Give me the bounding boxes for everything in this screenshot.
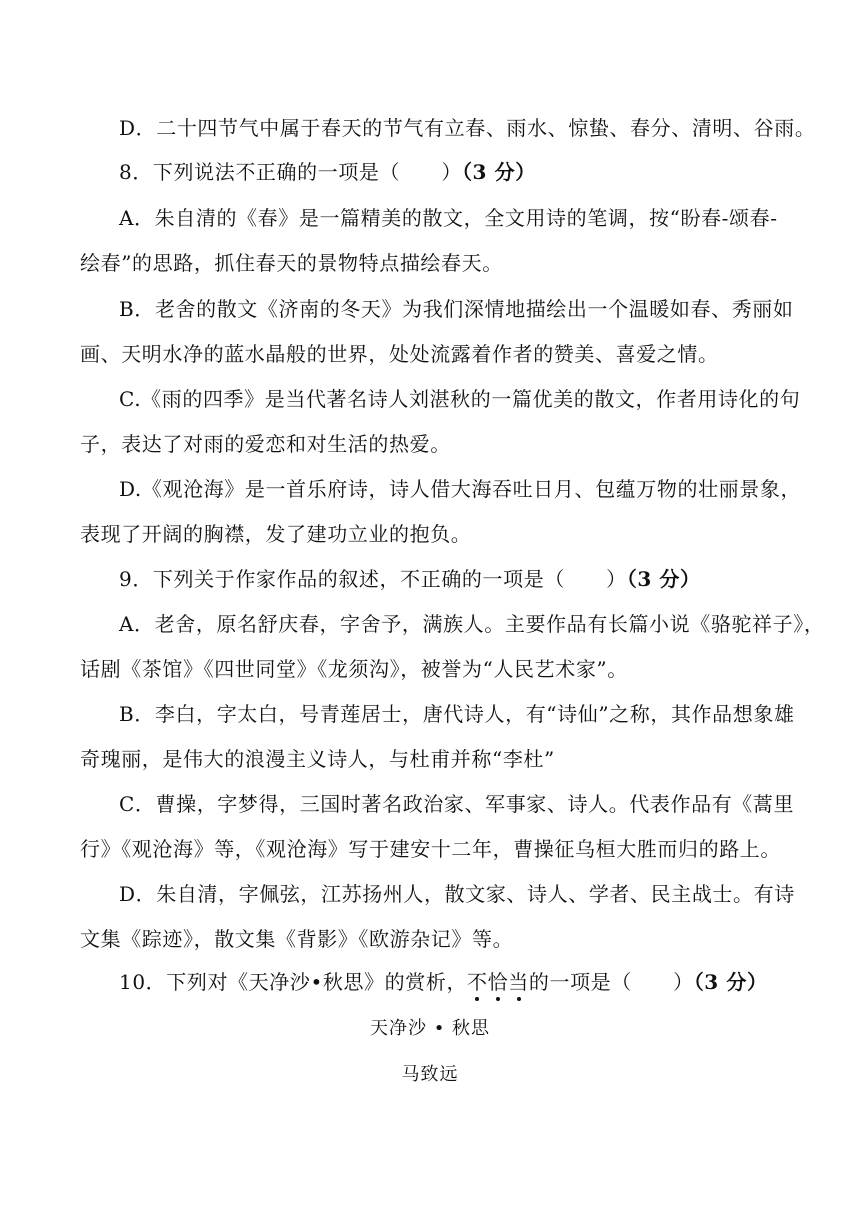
- poem-author: 马致远: [401, 1064, 459, 1085]
- q9-option-a-line1: A．老舍，原名舒庆春，字舍予，满族人。主要作品有长篇小说《骆驼祥子》，: [119, 612, 825, 636]
- emphasis-char-2: 恰: [487, 970, 509, 994]
- q9-option-b-line2: 奇瑰丽，是伟大的浪漫主义诗人，与杜甫并称“李杜”: [80, 747, 555, 771]
- q8-option-b-line2: 画、天明水净的蓝水晶般的世界，处处流露着作者的赞美、喜爱之情。: [80, 342, 719, 366]
- q8-option-b-line1: B．老舍的散文《济南的冬天》为我们深情地描绘出一个温暖如春、秀丽如: [119, 297, 794, 321]
- question-9-text: 9．下列关于作家作品的叙述，不正确的一项是（ ）: [119, 567, 627, 591]
- question-8-text: 8．下列说法不正确的一项是（ ）: [119, 160, 462, 184]
- question-9-stem: [119, 565, 701, 593]
- q9-option-a-line2: 话剧《茶馆》《四世同堂》《龙须沟》，被誉为“人民艺术家”。: [80, 657, 628, 681]
- q8-option-c-line2: 子，表达了对雨的爱恋和对生活的热爱。: [80, 432, 451, 456]
- question-10-stem: [119, 968, 768, 996]
- emphasis-char-3: 当: [508, 970, 529, 994]
- emphasis-char-1: 不: [467, 970, 488, 994]
- q8-option-c-line1: C.《雨的四季》是当代著名诗人刘湛秋的一篇优美的散文，作者用诗化的句: [119, 387, 801, 411]
- question-10-text-post: 的一项是（ ）: [528, 970, 694, 994]
- question-10-score: （3 分）: [693, 970, 768, 994]
- q9-option-c-line2: 行》《观沧海》等，《观沧海》写于建安十二年，曹操征乌桓大胜而归的路上。: [80, 837, 781, 861]
- q9-option-b-line1: B．李白，字太白，号青莲居士，唐代诗人，有“诗仙”之称，其作品想象雄: [119, 702, 795, 726]
- q8-option-a-line1: A．朱自清的《春》是一篇精美的散文，全文用诗的笔调，按“盼春-颂春-: [119, 206, 778, 230]
- question-8-score: （3 分）: [461, 160, 536, 184]
- poem-title: 天净沙 • 秋思: [369, 1018, 491, 1039]
- q9-option-d-line1: D．朱自清，字佩弦，江苏扬州人，散文家、诗人、学者、民主战士。有诗: [119, 882, 795, 906]
- q9-option-d-line2: 文集《踪迹》，散文集《背影》《欧游杂记》等。: [80, 927, 514, 951]
- q8-option-d-line1: D.《观沧海》是一首乐府诗，诗人借大海吞吐日月、包蕴万物的壮丽景象，: [119, 477, 802, 501]
- q7-option-d: D．二十四节气中属于春天的节气有立春、雨水、惊蛰、春分、清明、谷雨。: [119, 116, 816, 140]
- q9-option-c-line1: C．曹操，字梦得，三国时著名政治家、军事家、诗人。代表作品有《蒿里: [119, 792, 795, 816]
- question-10-text-pre: 10．下列对《天净沙•秋思》的赏析，: [119, 970, 468, 994]
- q8-option-a-line2: 绘春”的思路，抓住春天的景物特点描绘春天。: [80, 251, 503, 275]
- question-9-score: （3 分）: [626, 567, 701, 591]
- q8-option-d-line2: 表现了开阔的胸襟，发了建功立业的抱负。: [80, 522, 472, 546]
- question-8-stem: [119, 158, 536, 186]
